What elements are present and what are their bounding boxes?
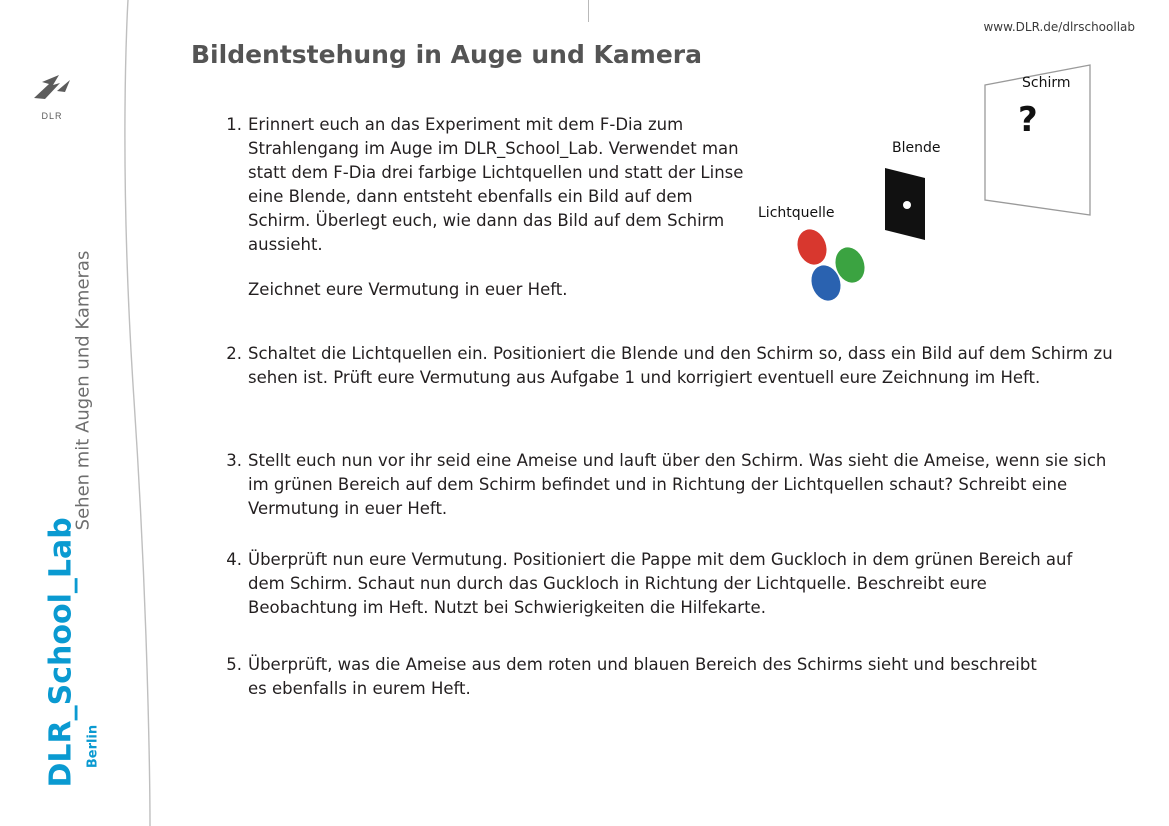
task-paragraph: Zeichnet eure Vermutung in euer Heft.	[248, 279, 568, 299]
dlr-logo-text: DLR	[41, 111, 63, 121]
task-body	[248, 548, 1098, 620]
chapter-title: Sehen mit Augen und Kameras	[72, 250, 94, 531]
task-number: 4.	[226, 550, 242, 569]
task-body	[248, 653, 1058, 701]
task-item	[218, 449, 1123, 521]
task-paragraph: Erinnert euch an das Experiment mit dem F-Dia zum Strahlengang im Auge im DLR_School_Lab. Verwendet man statt dem F-Dia drei farbige Lichtquellen und statt der Linse eine Blende, dann entsteht ebenfalls ein Bild auf dem Schirm. Überlegt euch, wie dann das Bild auf dem Schirm aussieht.	[248, 115, 744, 254]
task-number: 3.	[226, 451, 242, 470]
label-schirm: Schirm	[1022, 75, 1071, 91]
question-mark: ?	[1018, 100, 1038, 140]
brand-location: Berlin	[85, 724, 101, 769]
page-title: Bildentstehung in Auge und Kamera	[191, 40, 702, 69]
task-item	[218, 342, 1143, 390]
task-paragraph: Stellt euch nun vor ihr seid eine Ameise und lauft über den Schirm. Was sieht die Ameise, wenn sie sich im grünen Bereich auf dem Schirm befindet und in Richtung der Lichtquellen schaut? Schreibt eine Vermutung in euer Heft.	[248, 451, 1107, 518]
task-item	[218, 548, 1098, 620]
experiment-illustration	[740, 60, 1160, 325]
task-item	[218, 113, 748, 301]
dlr-eagle-icon	[29, 72, 75, 106]
task-number: 5.	[226, 655, 242, 674]
website-url: www.DLR.de/dlrschoollab	[983, 20, 1135, 34]
dlr-logo	[22, 72, 82, 122]
task-paragraph: Überprüft nun eure Vermutung. Positioniert die Pappe mit dem Guckloch in dem grünen Bereich auf dem Schirm. Schaut nun durch das Guckloch in Richtung der Lichtquelle. Beschreibt eure Beobachtung im Heft. Nutzt bei Schwierigkeiten die Hilfekarte.	[248, 550, 1073, 617]
task-body	[248, 113, 748, 301]
task-number: 1.	[226, 115, 242, 134]
top-divider	[588, 0, 589, 22]
sidebar	[0, 0, 160, 826]
lichtquelle-red-icon	[793, 225, 832, 268]
task-paragraph: Überprüft, was die Ameise aus dem roten und blauen Bereich des Schirms sieht und beschreibt es ebenfalls in eurem Heft.	[248, 655, 1037, 698]
task-number: 2.	[226, 344, 242, 363]
label-lichtquelle: Lichtquelle	[758, 205, 835, 221]
label-blende: Blende	[892, 140, 941, 156]
task-body	[248, 449, 1123, 521]
blende-hole-icon	[903, 201, 911, 209]
task-paragraph: Schaltet die Lichtquellen ein. Positioniert die Blende und den Schirm so, dass ein Bild auf dem Schirm zu sehen ist. Prüft eure Vermutung aus Aufgabe 1 und korrigiert eventuell eure Zeichnung im Heft.	[248, 344, 1113, 387]
brand-title: DLR_School_Lab	[43, 517, 79, 788]
task-body	[248, 342, 1143, 390]
illustration-graphic	[740, 60, 1160, 325]
brand-block	[16, 517, 136, 788]
task-item	[218, 653, 1058, 701]
